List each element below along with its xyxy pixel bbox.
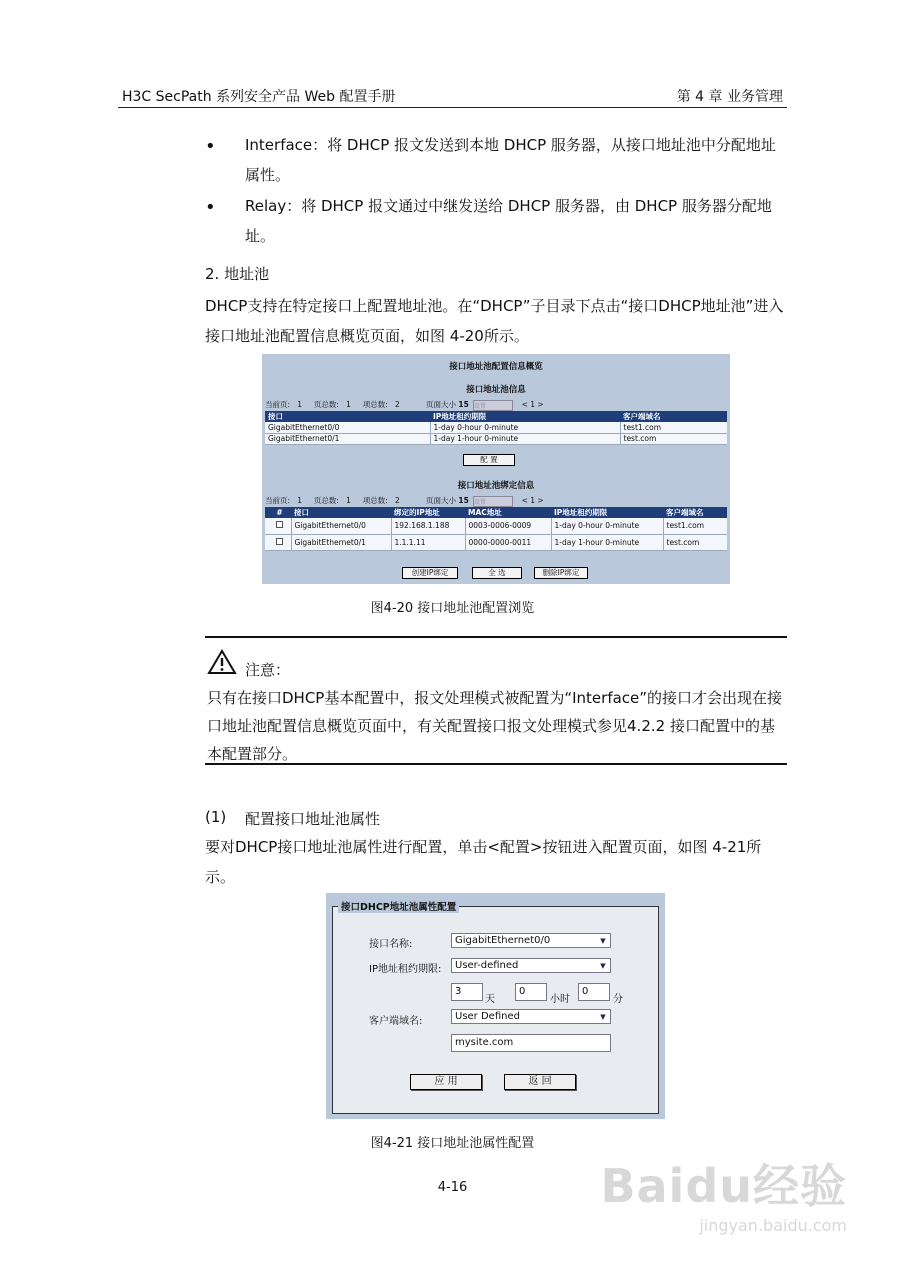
bullet-interface: Interface：将 DHCP 报文发送到本地 DHCP 服务器，从接口地址池中分配地址属性。: [245, 136, 776, 184]
chevron-down-icon: ▼: [600, 937, 606, 945]
pager-2: 当前页: 1 页总数: 1 项总数: 2 页面大小 15 设置 < 1 >: [265, 496, 544, 506]
set-button[interactable]: 设置: [473, 496, 513, 507]
lease-select[interactable]: User-defined ▼: [451, 958, 611, 973]
domain-label: 客户端域名:: [369, 1016, 423, 1027]
interface-label: 接口名称:: [369, 939, 413, 950]
set-button[interactable]: 设置: [473, 400, 513, 411]
fig1-caption: 图4-20 接口地址池配置浏览: [370, 601, 535, 616]
fig2-caption: 图4-21 接口地址池属性配置: [370, 1136, 535, 1151]
pager-1: 当前页: 1 页总数: 1 项总数: 2 页面大小 15 设置 < 1 >: [265, 400, 544, 410]
minutes-input[interactable]: 0: [578, 983, 610, 1001]
figure-pool-attr-config: [326, 893, 665, 1119]
minutes-unit: 分: [613, 994, 623, 1005]
binding-table: # 接口 绑定的IP地址 MAC地址 IP地址租约期限 客户端域名 GigabitEthernet0/0 192.168.1.188 0003-0006-0009 1-day 0-hour 0-minute test1.com GigabitEthernet0/1 1.1.1.11 0000-0000-0011 1-day 1-hour 0-minute test.com: [265, 507, 727, 551]
config-fieldset: [332, 906, 659, 1114]
header-right: 第 4 章 业务管理: [676, 89, 783, 105]
note-text: 只有在接口DHCP基本配置中，报文处理模式被配置为“Interface”的接口才会出现在接口地址池配置信息概览页面中，有关配置接口报文处理模式参见4.2.2 接口配置中的基本配置部分。: [207, 689, 783, 763]
hours-input[interactable]: 0: [515, 983, 547, 1001]
baidu-watermark: [600, 1150, 847, 1235]
bullet-dot: •: [205, 136, 216, 157]
section-title: 2. 地址池: [205, 265, 270, 283]
domain-select[interactable]: User Defined ▼: [451, 1009, 611, 1024]
row-checkbox[interactable]: [276, 538, 283, 545]
page-number: 4-16: [437, 1180, 468, 1195]
pool-table: 接口 IP地址租约期限 客户端域名 GigabitEthernet0/0 1-day 0-hour 0-minute test1.com GigabitEthernet0/1 1-day 1-hour 0-minute test.com: [265, 411, 727, 445]
note-title: 注意：: [245, 661, 291, 679]
bullet-dot: •: [205, 197, 216, 218]
note-bottom-rule: [205, 763, 787, 765]
table-row: GigabitEthernet0/0 1-day 0-hour 0-minute test1.com: [265, 422, 727, 433]
section-para: DHCP支持在特定接口上配置地址池。在“DHCP”子目录下点击“接口DHCP地址池”进入接口地址池配置信息概览页面，如图 4-20所示。: [205, 297, 784, 345]
config-button[interactable]: 配 置: [463, 454, 515, 466]
interface-select[interactable]: GigabitEthernet0/0 ▼: [451, 933, 611, 948]
hours-unit: 小时: [550, 994, 570, 1005]
lease-label: IP地址租约期限:: [369, 964, 442, 975]
back-button[interactable]: 返 回: [504, 1074, 576, 1090]
fig1-title: 接口地址池配置信息概览: [449, 362, 543, 372]
apply-button[interactable]: 应 用: [410, 1074, 482, 1090]
table-row: GigabitEthernet0/1 1-day 1-hour 0-minute test.com: [265, 433, 727, 444]
fieldset-legend: 接口DHCP地址池属性配置: [338, 899, 459, 913]
create-binding-button[interactable]: 创建IP绑定: [402, 567, 458, 579]
step-para: 要对DHCP接口地址池属性进行配置，单击<配置>按钮进入配置页面，如图 4-21所示。: [205, 838, 762, 886]
note-top-rule: [205, 636, 787, 638]
step-number: (1): [205, 808, 227, 826]
warning-icon: [207, 649, 237, 675]
table-row: GigabitEthernet0/1 1.1.1.11 0000-0000-0011 1-day 1-hour 0-minute test.com: [265, 534, 727, 550]
days-input[interactable]: 3: [451, 983, 483, 1001]
pager-nav[interactable]: < 1 >: [521, 400, 544, 409]
chevron-down-icon: ▼: [600, 1013, 606, 1021]
pager-nav[interactable]: < 1 >: [521, 496, 544, 505]
bullet-relay: Relay：将 DHCP 报文通过中继发送给 DHCP 服务器，由 DHCP 服务器分配地址。: [245, 197, 772, 245]
step-title: 配置接口地址池属性: [245, 810, 381, 828]
watermark-url: jingyan.baidu.com: [699, 1216, 847, 1235]
days-unit: 天: [485, 994, 495, 1005]
domain-input[interactable]: mysite.com: [451, 1034, 611, 1052]
header-divider: [118, 107, 787, 108]
delete-binding-button[interactable]: 删除IP绑定: [534, 567, 588, 579]
select-all-button[interactable]: 全 选: [472, 567, 522, 579]
fig1-sub2: 接口地址池绑定信息: [457, 481, 535, 491]
chevron-down-icon: ▼: [600, 962, 606, 970]
figure-pool-overview: [262, 354, 730, 584]
fig1-sub1: 接口地址池信息: [466, 385, 526, 395]
watermark-brand: Baidu经验: [600, 1159, 847, 1213]
row-checkbox[interactable]: [276, 521, 283, 528]
table-row: GigabitEthernet0/0 192.168.1.188 0003-0006-0009 1-day 0-hour 0-minute test1.com: [265, 518, 727, 534]
header-left: H3C SecPath 系列安全产品 Web 配置手册: [122, 89, 396, 105]
